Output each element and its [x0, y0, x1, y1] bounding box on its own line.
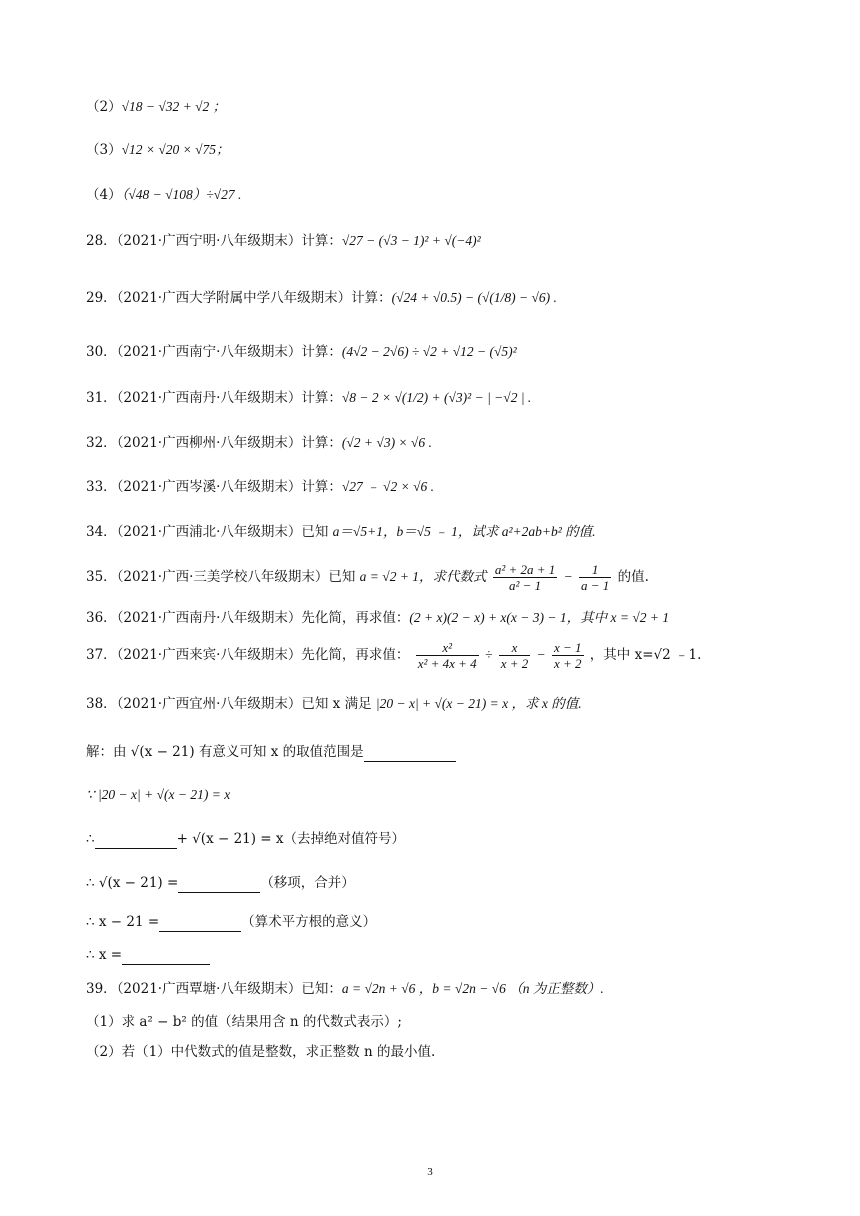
question-29: 29．（2021·广西大学附属中学八年级期末）计算：(√24 + √0.5) − (√(1/8) − √6) . [86, 290, 557, 306]
answer-blank-5[interactable] [122, 946, 210, 965]
question-37: 37．（2021·广西来宾·八年级期末）先化简，再求值： $\frac{\text{x²}}{\text{x² + 4x + 4}}$ ÷ $\frac{x}{x + 2}$ − $\frac{x - 1}{x + 2}$ ，其中 x=√2 ﹣1. [86, 640, 702, 671]
q38-expr: |20 − x| + √(x − 21) = x ，求 x 的值. [375, 696, 582, 711]
solution-line-5: ∴ x − 21 = （算术平方根的意义） [86, 914, 377, 930]
solution-line-2: ∵ |20 − x| + √(x − 21) = x [86, 787, 231, 802]
q37-fraction-3: $\frac{x - 1}{x + 2}$ [553, 640, 582, 671]
question-32: 32．（2021·广西柳州·八年级期末）计算：(√2 + √3) × √6 . [86, 435, 432, 451]
q36-expr: (2 + x)(2 − x) + x(x − 3) − 1，其中 x = √2 + 1 [409, 610, 670, 625]
question-39-part2: （2）若（1）中代数式的值是整数，求正整数 n 的最小值. [86, 1044, 436, 1060]
q33-expr: √27 ﹣ √2 × √6 . [341, 479, 434, 494]
q27-part4: （4）（√48 − √108）÷√27 . [86, 187, 242, 203]
q35-fraction-2: $\frac{1}{a - 1}$ [581, 562, 610, 593]
question-33: 33．（2021·广西岑溪·八年级期末）计算：√27 ﹣ √2 × √6 . [86, 479, 434, 495]
q28-expr: √27 − (√3 − 1)² + √(−4)² [341, 233, 481, 248]
answer-blank-3[interactable] [178, 874, 260, 893]
question-38: 38．（2021·广西宜州·八年级期末）已知 x 满足 |20 − x| + √(x − 21) = x ，求 x 的值. [86, 696, 582, 712]
q27-part3: （3）√12 × √20 × √75； [86, 142, 230, 158]
solution-line-1: 解：由 √(x − 21) 有意义可知 x 的取值范围是 [86, 743, 456, 762]
question-30: 30．（2021·广西南宁·八年级期末）计算：(4√2 − 2√6) ÷ √2 + √12 − (√5)² [86, 344, 517, 360]
question-28: 28．（2021·广西宁明·八年级期末）计算：√27 − (√3 − 1)² + √(−4)² [86, 233, 481, 249]
q35-fraction-1: $\frac{\text{a² + 2a + 1}}{\text{a² − 1}}$ [494, 562, 556, 593]
question-34: 34．（2021·广西浦北·八年级期末）已知 a＝√5+1，b＝√5 ﹣ 1，试求 a²+2ab+b² 的值. [86, 524, 596, 540]
solution-line-6: ∴ x = [86, 946, 210, 965]
solution-line-4: ∴ √(x − 21) = （移项，合并） [86, 875, 355, 891]
answer-blank-2[interactable] [95, 830, 177, 849]
question-31: 31．（2021·广西南丹·八年级期末）计算：√8 − 2 × √(1/2) + (√3)² − | −√2 | . [86, 390, 532, 406]
solution-line-3: ∴ + √(x − 21) = x（去掉绝对值符号） [86, 831, 406, 847]
question-39: 39．（2021·广西覃塘·八年级期末）已知：a = √2n + √6 ，b = √2n − √6 （n 为正整数）. [86, 981, 604, 997]
q29-expr: (√24 + √0.5) − (√(1/8) − √6) . [391, 290, 557, 305]
q27-part4-expr: （√48 − √108）÷√27 . [121, 187, 242, 202]
q37-fraction-1: $\frac{\text{x²}}{\text{x² + 4x + 4}}$ [417, 640, 477, 671]
q27-part2-expr: √18 − √32 + √2 ； [121, 99, 227, 114]
question-36: 36．（2021·广西南丹·八年级期末）先化简，再求值：(2 + x)(2 − x) + x(x − 3) − 1，其中 x = √2 + 1 [86, 610, 670, 626]
q39-expr: a = √2n + √6 ，b = √2n − √6 （n 为正整数）. [341, 981, 604, 996]
question-35: 35．（2021·广西·三美学校八年级期末）已知 a = √2 + 1，求代数式 $\frac{\text{a² + 2a + 1}}{\text{a² − 1}}$ − $\frac{1}{a - 1}$ 的值. [86, 562, 649, 593]
q30-expr: (4√2 − 2√6) ÷ √2 + √12 − (√5)² [341, 344, 517, 359]
q32-expr: (√2 + √3) × √6 . [341, 435, 432, 450]
q31-expr: √8 − 2 × √(1/2) + (√3)² − | −√2 | . [341, 390, 532, 405]
q37-fraction-2: $\frac{x}{x + 2}$ [500, 640, 529, 671]
q27-part2: （2）√18 − √32 + √2 ； [86, 99, 227, 115]
question-39-part1: （1）求 a² − b² 的值（结果用含 n 的代数式表示）; [86, 1014, 402, 1030]
page-number: 3 [427, 1166, 433, 1178]
q27-part3-expr: √12 × √20 × √75； [121, 142, 230, 157]
answer-blank-4[interactable] [159, 913, 241, 932]
answer-blank-1[interactable] [364, 743, 456, 762]
q34-expr: a＝√5+1，b＝√5 ﹣ 1，试求 a²+2ab+b² 的值. [332, 524, 596, 539]
